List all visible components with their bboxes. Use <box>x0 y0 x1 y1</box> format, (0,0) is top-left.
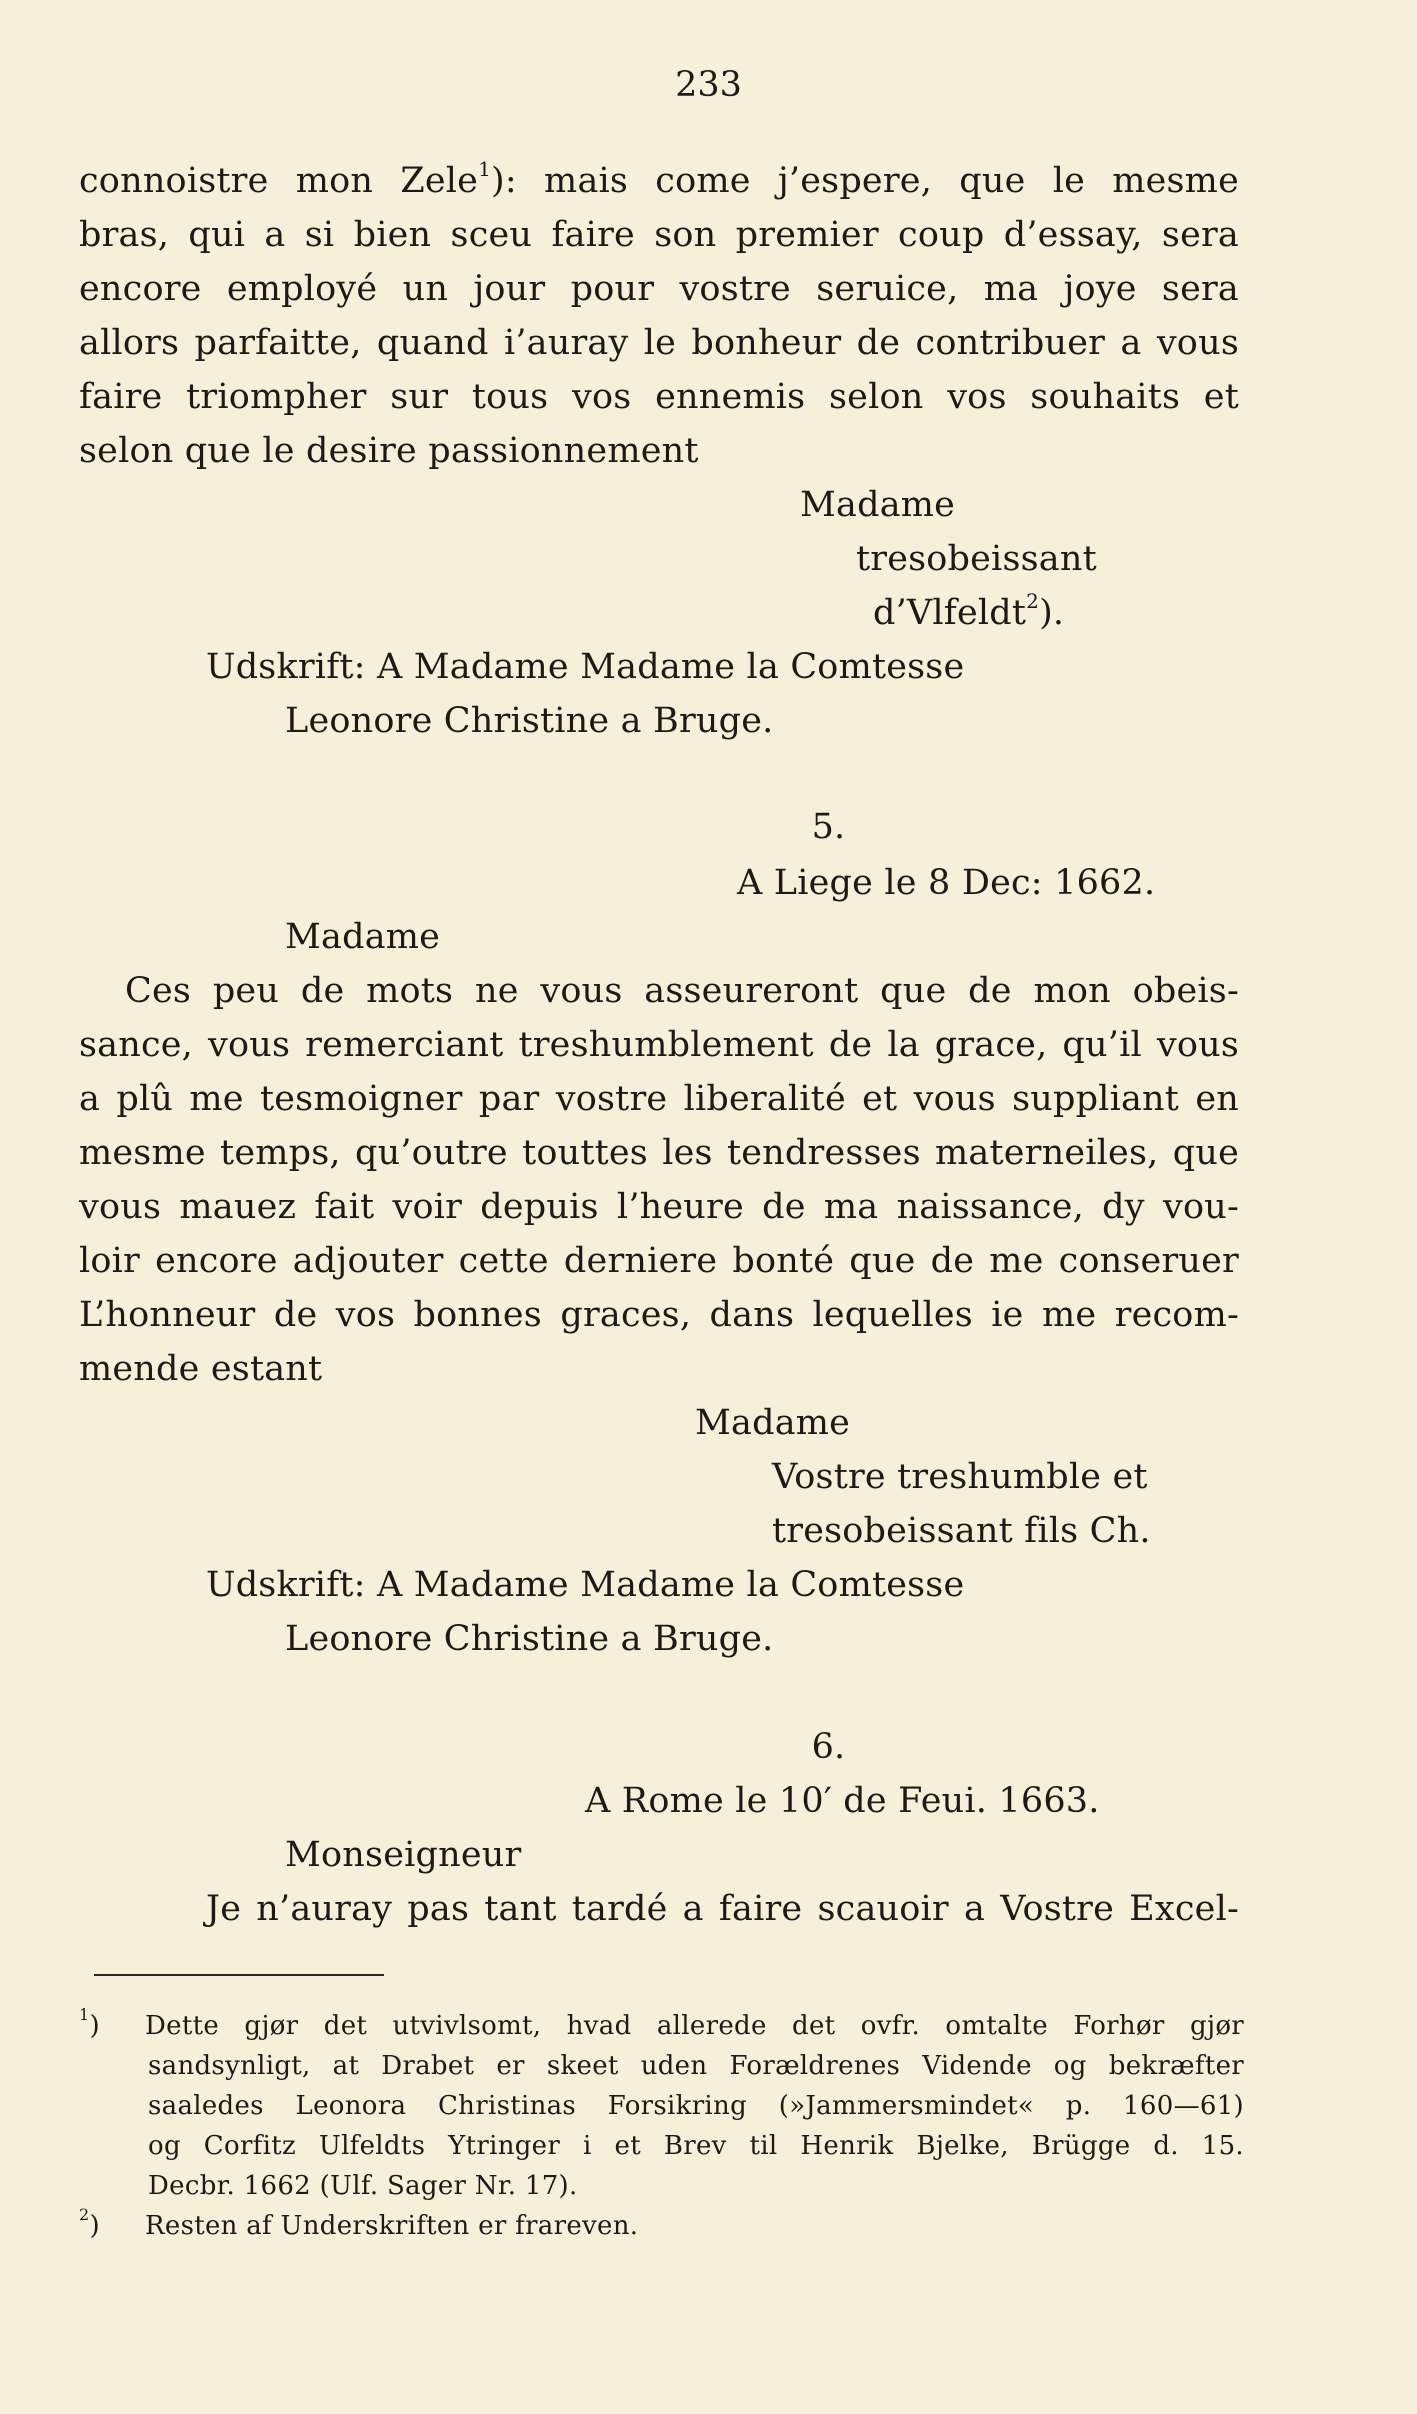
footnote-line: sandsynligt, at Drabet er skeet uden Forældrenes Vidende og bekræfter <box>148 2051 1244 2081</box>
salutation: Madame <box>285 917 441 957</box>
text-line: mesme temps, qu’outre touttes les tendresses materneiles, que <box>79 1133 1239 1173</box>
letter-number: 6. <box>811 1727 846 1767</box>
text-line: sance, vous remerciant treshumblement de la grace, qu’il vous <box>79 1025 1239 1065</box>
closing-line: Vostre treshumble et <box>772 1457 1148 1497</box>
footnote-number: 1 <box>79 2005 90 2025</box>
text-line: faire triompher sur tous vos ennemis selon vos souhaits et <box>79 377 1239 417</box>
address-label: Udskrift: <box>206 647 366 687</box>
text-line: encore employé un jour pour vostre seruice, ma joye sera <box>79 269 1239 309</box>
text-line: vous mauez fait voir depuis l’heure de ma naissance, dy vou- <box>79 1187 1239 1227</box>
text-fragment: Resten af Underskriften er frareven. <box>145 2211 639 2241</box>
address-text: A Madame Madame la Comtesse <box>376 647 965 687</box>
text-line: allors parfaitte, quand i’auray le bonheur de contribuer a vous <box>79 323 1239 363</box>
closing-line: Madame <box>800 485 956 525</box>
closing-line: tresobeissant fils Ch. <box>772 1511 1151 1551</box>
text-line: bras, qui a si bien sceu faire son premier coup d’essay, sera <box>79 215 1239 255</box>
closing-line: tresobeissant <box>856 539 1097 579</box>
text-fragment: ): mais come j’espere, que le mesme <box>491 161 1239 201</box>
text-line: selon que le desire passionnement <box>79 431 699 471</box>
text-line: Ces peu de mots ne vous asseureront que de mon obeis- <box>125 971 1239 1011</box>
text-line: L’honneur de vos bonnes graces, dans lequelles ie me recom- <box>79 1295 1239 1335</box>
signature <box>873 586 1273 640</box>
address-line: Leonore Christine a Bruge. <box>285 701 774 741</box>
text-fragment: connoistre mon Zele <box>79 161 479 201</box>
letter-number: 5. <box>811 807 846 847</box>
text-line: a plû me tesmoigner par vostre liberalité et vous suppliant en <box>79 1079 1239 1119</box>
footnote-marker: $^1$) <box>79 2005 100 2041</box>
footnote-line <box>79 2206 1244 2246</box>
address-line <box>206 1558 1106 1612</box>
footnote-line <box>79 2006 1244 2046</box>
text-line <box>79 154 1239 208</box>
address-label: Udskrift: <box>206 1565 366 1605</box>
address-text: A Madame Madame la Comtesse <box>376 1565 965 1605</box>
text-line: loir encore adjouter cette derniere bonté que de me conseruer <box>79 1241 1239 1281</box>
page-number: 233 <box>675 65 742 105</box>
footnote-line: Decbr. 1662 (Ulf. Sager Nr. 17). <box>148 2171 578 2201</box>
footnote-divider <box>94 1974 384 1976</box>
address-line <box>206 640 1106 694</box>
text-fragment: d’Vlfeldt <box>873 593 1027 633</box>
text-line: mende estant <box>79 1349 323 1389</box>
footnote-number: 2 <box>79 2205 90 2225</box>
address-line: Leonore Christine a Bruge. <box>285 1619 774 1659</box>
closing-line: Madame <box>695 1403 851 1443</box>
footnote-ref: 2 <box>1026 589 1040 614</box>
text-fragment: Dette gjør det utvivlsomt, hvad allerede det ovfr. omtalte Forhør gjør <box>145 2011 1244 2041</box>
footnote-marker: $^2$) <box>79 2205 100 2241</box>
text-line: Je n’auray pas tant tardé a faire scauoir a Vostre Excel- <box>206 1889 1239 1929</box>
place-date: A Liege le 8 Dec: 1662. <box>737 863 1156 903</box>
text-fragment: ). <box>1039 593 1065 633</box>
salutation: Monseigneur <box>285 1835 522 1875</box>
place-date: A Rome le 10′ de Feui. 1663. <box>585 1781 1100 1821</box>
footnote-ref: 1 <box>478 157 491 182</box>
footnote-line: og Corfitz Ulfeldts Ytringer i et Brev til Henrik Bjelke, Brügge d. 15. <box>148 2131 1244 2161</box>
footnote-line: saaledes Leonora Christinas Forsikring (»Jammersmindet« p. 160—61) <box>148 2091 1244 2121</box>
